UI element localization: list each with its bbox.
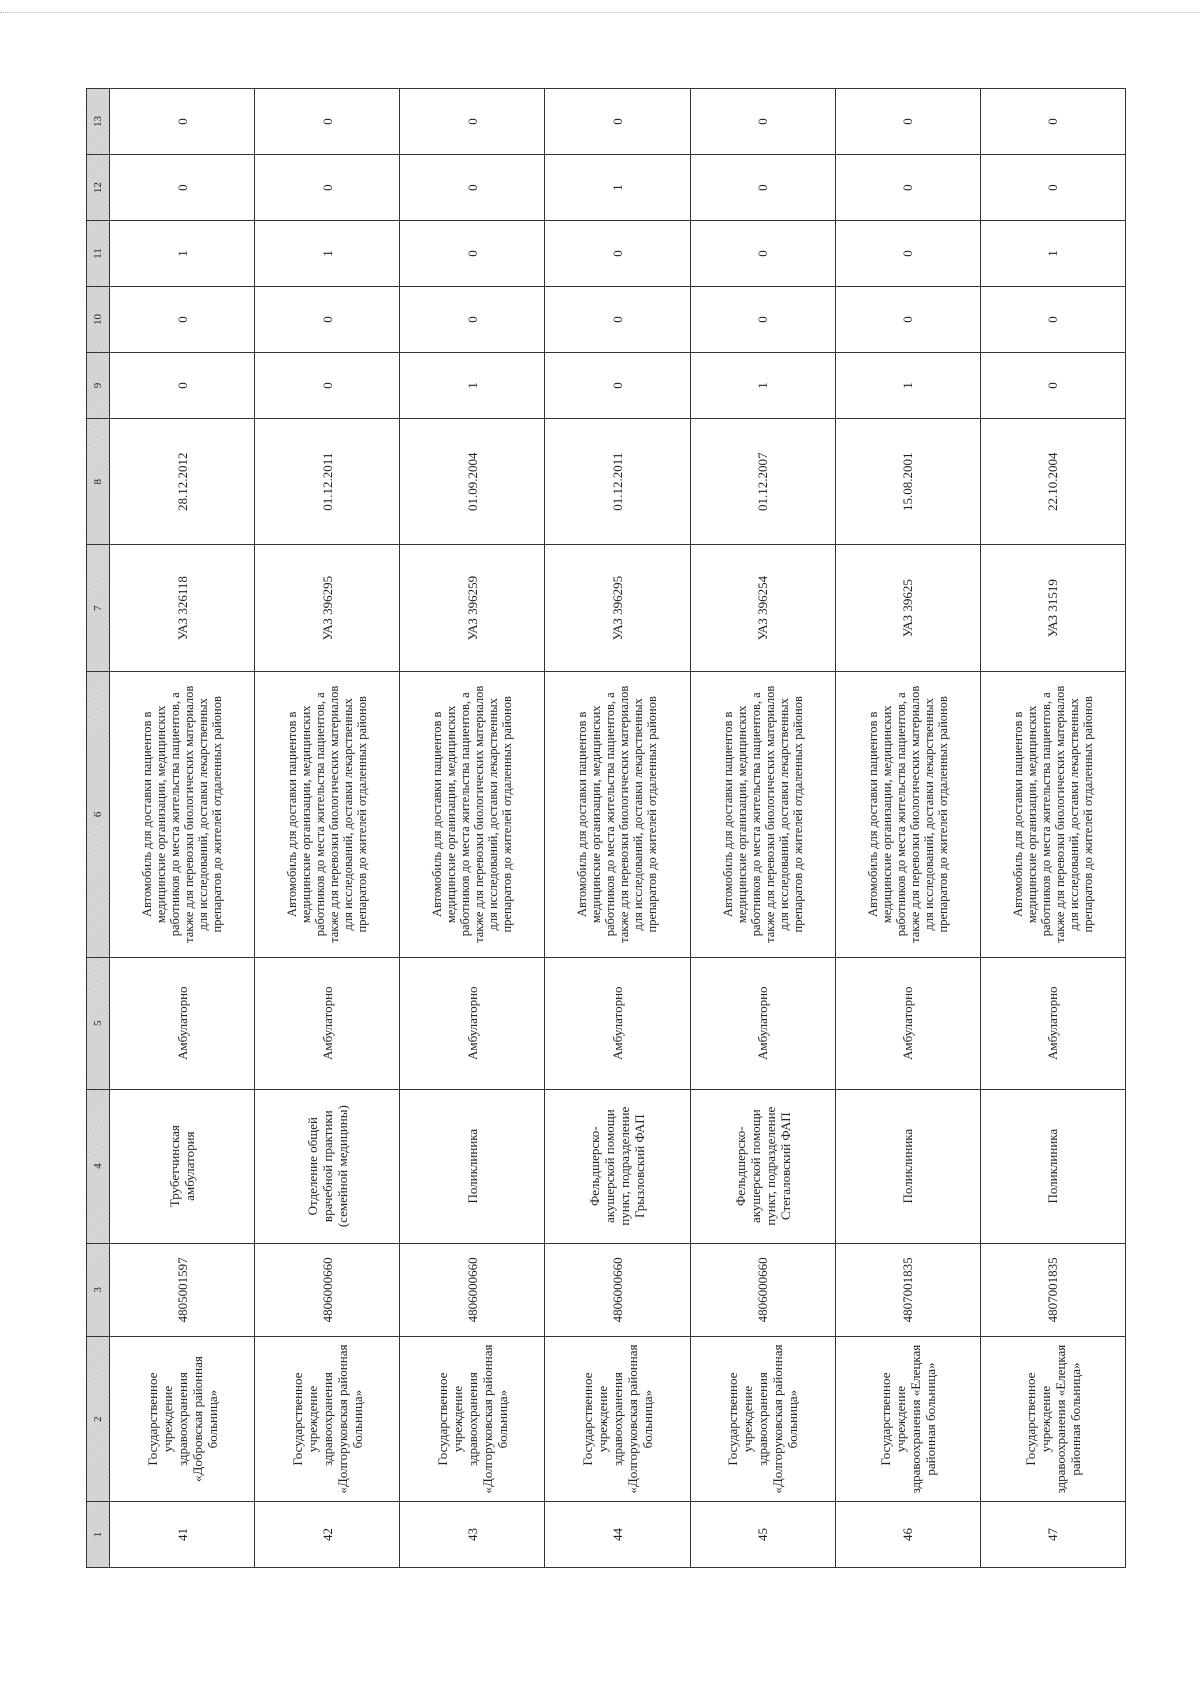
table-row	[255, 89, 400, 1568]
care-type: Амбулаторно	[255, 957, 400, 1089]
col-9-value: 1	[835, 352, 980, 418]
table-row	[110, 89, 255, 1568]
vehicle-purpose: Автомобиль для доставки пациентов в медицинские организации, медицинских работников до места жительства пациентов, а также для перевозки биологических материалов для исследований, доставки лекарственных препаратов до жителей отдаленных районов	[255, 671, 400, 957]
row-number: 43	[400, 1502, 545, 1568]
table-body	[110, 89, 1126, 1568]
col-11-value: 1	[110, 221, 255, 287]
vehicle-model: УАЗ 39625	[835, 545, 980, 671]
table-row	[835, 89, 980, 1568]
col-10-value: 0	[545, 287, 690, 353]
vehicle-registry-sheet	[86, 88, 1126, 1568]
row-number: 47	[980, 1502, 1125, 1568]
department: Поликлиника	[980, 1089, 1125, 1243]
care-type: Амбулаторно	[400, 957, 545, 1089]
col-13-value: 0	[690, 89, 835, 155]
column-header-5: 5	[87, 957, 110, 1089]
column-header-6: 6	[87, 671, 110, 957]
organization-name: Государственное учреждение здравоохранения «Добровская районная больница»	[110, 1337, 255, 1502]
care-type: Амбулаторно	[110, 957, 255, 1089]
col-13-value: 0	[400, 89, 545, 155]
table-row	[545, 89, 690, 1568]
column-header-7: 7	[87, 545, 110, 671]
vehicle-model: УАЗ 396295	[545, 545, 690, 671]
acquisition-date: 01.12.2011	[545, 418, 690, 544]
vehicle-purpose: Автомобиль для доставки пациентов в медицинские организации, медицинских работников до места жительства пациентов, а также для перевозки биологических материалов для исследований, доставки лекарственных препаратов до жителей отдаленных районов	[835, 671, 980, 957]
inn-code: 4807001835	[835, 1243, 980, 1336]
row-number: 41	[110, 1502, 255, 1568]
col-11-value: 0	[690, 221, 835, 287]
column-header-13: 13	[87, 89, 110, 155]
organization-name: Государственное учреждение здравоохранения «Долгоруковская районная больница»	[545, 1337, 690, 1502]
inn-code: 4807001835	[980, 1243, 1125, 1336]
acquisition-date: 22.10.2004	[980, 418, 1125, 544]
column-header-12: 12	[87, 155, 110, 221]
organization-name: Государственное учреждение здравоохранения «Елецкая районная больница»	[835, 1337, 980, 1502]
col-13-value: 0	[545, 89, 690, 155]
vehicle-purpose: Автомобиль для доставки пациентов в медицинские организации, медицинских работников до места жительства пациентов, а также для перевозки биологических материалов для исследований, доставки лекарственных препаратов до жителей отдаленных районов	[400, 671, 545, 957]
organization-name: Государственное учреждение здравоохранения «Долгоруковская районная больница»	[400, 1337, 545, 1502]
inn-code: 4806000660	[690, 1243, 835, 1336]
col-10-value: 0	[110, 287, 255, 353]
department: Отделение общей врачебной практики (семейной медицины)	[255, 1089, 400, 1243]
col-13-value: 0	[835, 89, 980, 155]
inn-code: 4806000660	[400, 1243, 545, 1336]
vehicle-purpose: Автомобиль для доставки пациентов в медицинские организации, медицинских работников до места жительства пациентов, а также для перевозки биологических материалов для исследований, доставки лекарственных препаратов до жителей отдаленных районов	[980, 671, 1125, 957]
col-12-value: 1	[545, 155, 690, 221]
acquisition-date: 15.08.2001	[835, 418, 980, 544]
department: Поликлиника	[400, 1089, 545, 1243]
care-type: Амбулаторно	[835, 957, 980, 1089]
care-type: Амбулаторно	[690, 957, 835, 1089]
column-header-2: 2	[87, 1337, 110, 1502]
col-9-value: 1	[400, 352, 545, 418]
vehicle-model: УАЗ 396254	[690, 545, 835, 671]
column-header-10: 10	[87, 287, 110, 353]
vehicle-purpose: Автомобиль для доставки пациентов в медицинские организации, медицинских работников до места жительства пациентов, а также для перевозки биологических материалов для исследований, доставки лекарственных препаратов до жителей отдаленных районов	[110, 671, 255, 957]
col-12-value: 0	[255, 155, 400, 221]
col-9-value: 0	[255, 352, 400, 418]
row-number: 45	[690, 1502, 835, 1568]
vehicle-model: УАЗ 326118	[110, 545, 255, 671]
row-number: 44	[545, 1502, 690, 1568]
column-number-header	[87, 89, 110, 1568]
col-10-value: 0	[980, 287, 1125, 353]
col-11-value: 0	[545, 221, 690, 287]
col-11-value: 0	[400, 221, 545, 287]
col-11-value: 1	[255, 221, 400, 287]
col-10-value: 0	[255, 287, 400, 353]
col-10-value: 0	[400, 287, 545, 353]
inn-code: 4806000660	[545, 1243, 690, 1336]
col-10-value: 0	[690, 287, 835, 353]
col-12-value: 0	[690, 155, 835, 221]
column-header-9: 9	[87, 352, 110, 418]
vehicle-model: УАЗ 396259	[400, 545, 545, 671]
col-13-value: 0	[110, 89, 255, 155]
col-9-value: 0	[545, 352, 690, 418]
care-type: Амбулаторно	[545, 957, 690, 1089]
col-12-value: 0	[980, 155, 1125, 221]
table-row	[400, 89, 545, 1568]
organization-name: Государственное учреждение здравоохранения «Долгоруковская районная больница»	[690, 1337, 835, 1502]
row-number: 46	[835, 1502, 980, 1568]
col-10-value: 0	[835, 287, 980, 353]
column-header-1: 1	[87, 1502, 110, 1568]
inn-code: 4805001597	[110, 1243, 255, 1336]
acquisition-date: 01.12.2007	[690, 418, 835, 544]
col-9-value: 0	[110, 352, 255, 418]
table-row	[980, 89, 1125, 1568]
col-9-value: 1	[690, 352, 835, 418]
department: Поликлиника	[835, 1089, 980, 1243]
vehicle-purpose: Автомобиль для доставки пациентов в медицинские организации, медицинских работников до места жительства пациентов, а также для перевозки биологических материалов для исследований, доставки лекарственных препаратов до жителей отдаленных районов	[545, 671, 690, 957]
vehicle-purpose: Автомобиль для доставки пациентов в медицинские организации, медицинских работников до места жительства пациентов, а также для перевозки биологических материалов для исследований, доставки лекарственных препаратов до жителей отдаленных районов	[690, 671, 835, 957]
department: Фельдшерско-акушерской помощи пункт, подразделение Стегаловский ФАП	[690, 1089, 835, 1243]
department: Трубетчинская амбулатория	[110, 1089, 255, 1243]
acquisition-date: 01.12.2011	[255, 418, 400, 544]
organization-name: Государственное учреждение здравоохранения «Елецкая районная больница»	[980, 1337, 1125, 1502]
col-11-value: 0	[835, 221, 980, 287]
acquisition-date: 28.12.2012	[110, 418, 255, 544]
table-row	[690, 89, 835, 1568]
rotated-page	[86, 88, 1126, 1568]
column-header-3: 3	[87, 1243, 110, 1336]
organization-name: Государственное учреждение здравоохранения «Долгоруковская районная больница»	[255, 1337, 400, 1502]
inn-code: 4806000660	[255, 1243, 400, 1336]
column-header-4: 4	[87, 1089, 110, 1243]
vehicle-model: УАЗ 396295	[255, 545, 400, 671]
vehicle-model: УАЗ 31519	[980, 545, 1125, 671]
col-13-value: 0	[255, 89, 400, 155]
page-top-edge	[0, 0, 1200, 13]
col-9-value: 0	[980, 352, 1125, 418]
vehicle-registry-table	[86, 88, 1126, 1568]
col-12-value: 0	[110, 155, 255, 221]
column-header-11: 11	[87, 221, 110, 287]
col-12-value: 0	[400, 155, 545, 221]
acquisition-date: 01.09.2004	[400, 418, 545, 544]
care-type: Амбулаторно	[980, 957, 1125, 1089]
col-13-value: 0	[980, 89, 1125, 155]
department: Фельдшерско-акушерской помощи пункт, подразделение Грызловский ФАП	[545, 1089, 690, 1243]
col-11-value: 1	[980, 221, 1125, 287]
col-12-value: 0	[835, 155, 980, 221]
column-header-8: 8	[87, 418, 110, 544]
row-number: 42	[255, 1502, 400, 1568]
